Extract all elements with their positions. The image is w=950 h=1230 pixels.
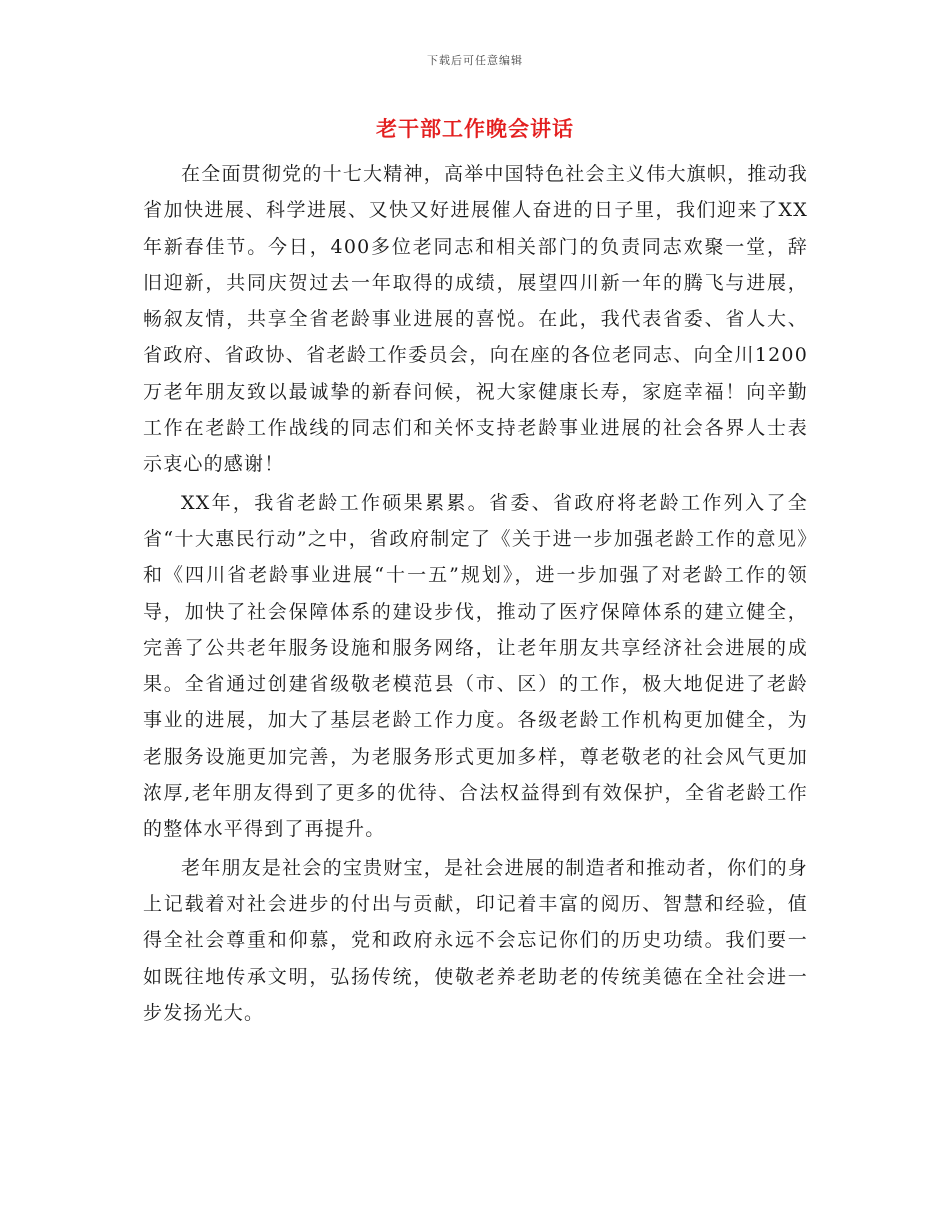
paragraph: 老年朋友是社会的宝贵财宝，是社会进展的制造者和推动者，你们的身上记载着对社会进步的付出与贡献，印记着丰富的阅历、智慧和经验，值得全社会尊重和仰慕，党和政府永远不会忘记你们的历史功绩。我们要一如既往地传承文明，弘扬传统，使敬老养老助老的传统美德在全社会进一步发扬光大。 [143,856,808,1024]
document-body [143,156,808,1033]
paragraph: 在全面贯彻党的十七大精神，高举中国特色社会主义伟大旗帜，推动我省加快进展、科学进展、又快又好进展催人奋进的日子里，我们迎来了XX年新春佳节。今日，400多位老同志和相关部门的负责同志欢聚一堂，辞旧迎新，共同庆贺过去一年取得的成绩，展望四川新一年的腾飞与进展，畅叙友情，共享全省老龄事业进展的喜悦。在此，我代表省委、省人大、省政府、省政协、省老龄工作委员会，向在座的各位老同志、向全川1200万老年朋友致以最诚挚的新春问候，祝大家健康长寿，家庭幸福！向辛勤工作在老龄工作战线的同志们和关怀支持老龄事业进展的社会各界人士表示衷心的感谢！ [143,163,808,476]
document-title: 老干部工作晚会讲话 [376,116,574,141]
paragraph: XX年，我省老龄工作硕果累累。省委、省政府将老龄工作列入了全省“十大惠民行动”之中，省政府制定了《关于进一步加强老龄工作的意见》和《四川省老龄事业进展“十一五”规划》，进一步加强了对老龄工作的领导，加快了社会保障体系的建设步伐，推动了医疗保障体系的建立健全，完善了公共老年服务设施和服务网络，让老年朋友共享经济社会进展的成果。全省通过创建省级敬老模范县（市、区）的工作，极大地促进了老龄事业的进展，加大了基层老龄工作力度。各级老龄工作机构更加健全，为老服务设施更加完善，为老服务形式更加多样，尊老敬老的社会风气更加浓厚,老年朋友得到了更多的优待、合法权益得到有效保护，全省老龄工作的整体水平得到了再提升。 [143,491,808,841]
page-header-note: 下载后可任意编辑 [427,54,523,67]
